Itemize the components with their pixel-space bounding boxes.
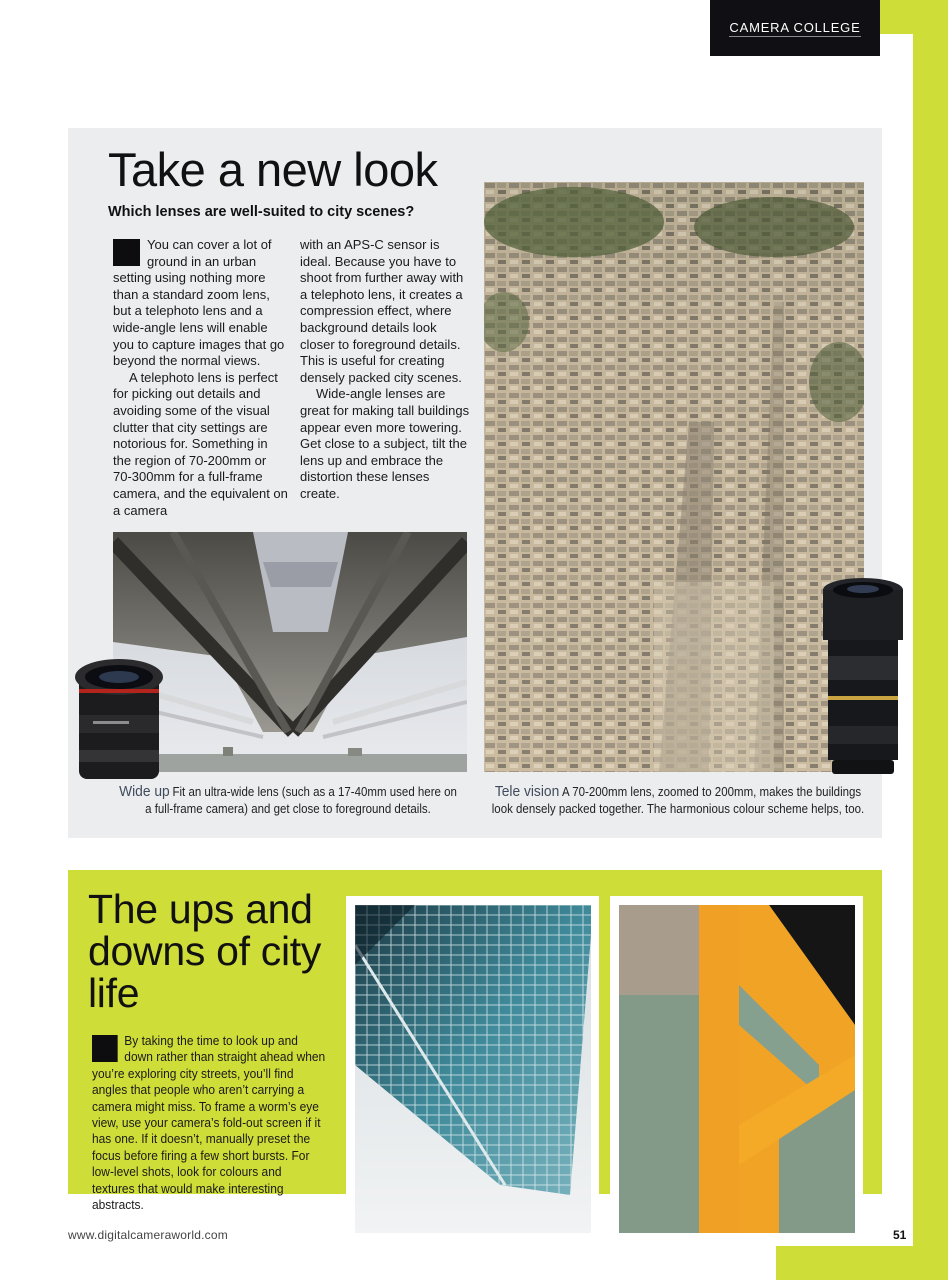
section-tab (710, 0, 880, 56)
body-paragraph: Wide-angle lenses are great for making tall buildings appear even more towering. Get close to a subject, tilt the lens up and embrace the distortion these lenses create. (300, 386, 470, 501)
caption-wide-up (115, 783, 461, 818)
bridge-underside-photo (113, 532, 467, 772)
drop-cap-block (113, 239, 140, 266)
caption-text: A 70-200mm lens, zoomed to 200mm, makes the buildings look densely packed together. The harmonious colour scheme helps, too. (491, 785, 865, 816)
drop-cap-block (92, 1035, 118, 1062)
paragraph-text: You can cover a lot of ground in an urban setting using nothing more than a standard zoom lens, but a telephoto lens and a wide-angle lens will enable you to capture images that go beyond the normal views. (113, 237, 285, 369)
city-aerial-photo (484, 182, 864, 772)
article-headline-top: Take a new look (108, 143, 438, 196)
article-subhead-top: Which lenses are well-suited to city scenes? (108, 204, 415, 220)
skyscraper-upward-photo (355, 905, 591, 1233)
page-number: 51 (893, 1228, 907, 1242)
caption-lead: Tele vision (494, 783, 560, 800)
body-paragraph: A telephoto lens is perfect for picking out details and avoiding some of the visual clutter that city settings are notorious for. Something in the region of 70-200mm or 70-300mm for a full-frame camera, and the equivalent on a camera (113, 369, 288, 518)
caption-text: Fit an ultra-wide lens (such as a 17-40mm used here on a full-frame camera) and get close to foreground details. (145, 785, 457, 816)
caption-tele-vision (485, 783, 871, 818)
body-paragraph: with an APS-C sensor is ideal. Because you have to shoot from further away with a telephoto lens, it creates a compression effect, where background details look closer to foreground details. This is useful for creating densely packed city scenes. (300, 237, 464, 385)
section-tab-label: CAMERA COLLEGE (729, 19, 861, 35)
wide-angle-lens-image (73, 655, 166, 782)
caption-lead: Wide up (119, 783, 170, 800)
footer-website-url: www.digitalcameraworld.com (68, 1228, 228, 1242)
article-headline-bottom: The ups and downs of city life (88, 886, 322, 1016)
body-column-left (113, 237, 288, 519)
telephoto-lens-image (822, 576, 904, 776)
paragraph-text: By taking the time to look up and down rather than straight ahead when you’re exploring city streets, you’ll find angles that people who aren’t carrying a camera might miss. To frame a worm’s eye view, use your camera’s fold-out screen if it has one. If it doesn’t, manually preset the focus before firing a few short bursts. For low-level shots, look for colours and textures that would make interesting abstracts. (92, 1034, 326, 1213)
lime-edge-strip (913, 0, 948, 1280)
body-paragraph (113, 237, 288, 370)
road-marking-abstract-photo (619, 905, 855, 1233)
body-column-right (300, 237, 470, 503)
lime-corner-block-top (880, 0, 948, 34)
lime-corner-block-bottom (776, 1246, 948, 1280)
body-paragraph-bottom (92, 1033, 326, 1213)
